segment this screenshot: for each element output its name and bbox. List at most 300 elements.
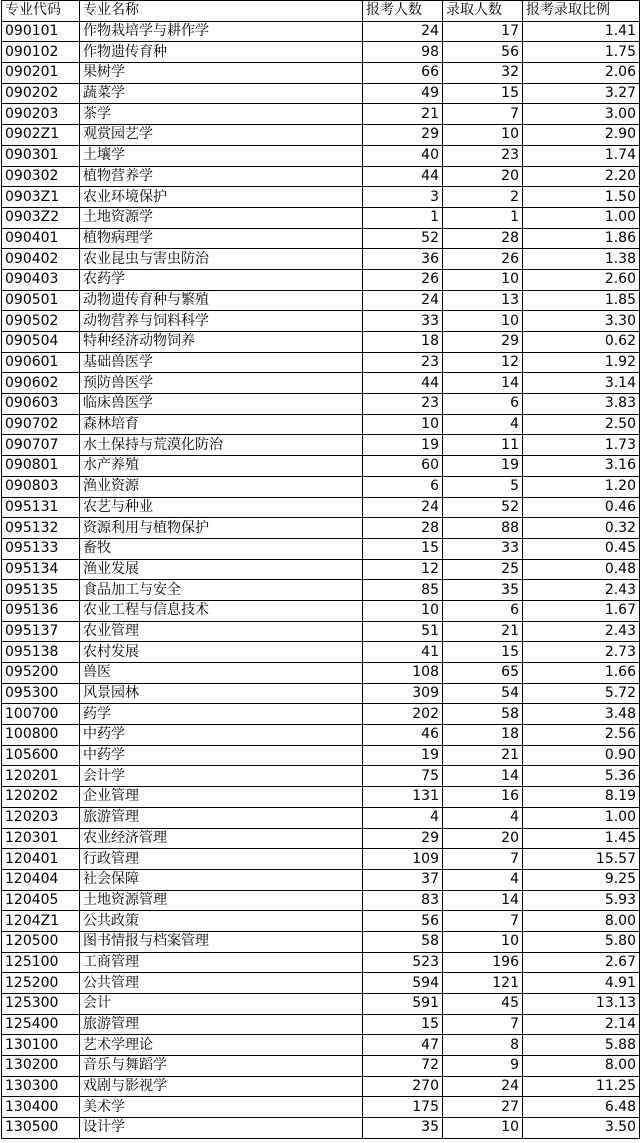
cell-applicants: 15 xyxy=(363,1014,443,1035)
cell-applicants: 24 xyxy=(363,21,443,42)
cell-applicants: 26 xyxy=(363,269,443,290)
cell-admitted: 9 xyxy=(443,1056,523,1077)
cell-applicants: 24 xyxy=(363,290,443,311)
cell-ratio: 1.85 xyxy=(523,290,640,311)
cell-major-code: 090504 xyxy=(2,332,80,353)
table-row xyxy=(2,1014,640,1035)
cell-major-name: 土地资源管理 xyxy=(80,890,363,911)
cell-applicants: 37 xyxy=(363,869,443,890)
cell-major-name: 农业经济管理 xyxy=(80,828,363,849)
cell-admitted: 1 xyxy=(443,207,523,228)
cell-major-name: 作物遗传育种 xyxy=(80,42,363,63)
cell-major-code: 120500 xyxy=(2,931,80,952)
table-row xyxy=(2,600,640,621)
cell-major-name: 社会保障 xyxy=(80,869,363,890)
cell-major-code: 100800 xyxy=(2,725,80,746)
cell-admitted: 2 xyxy=(443,187,523,208)
cell-ratio: 1.00 xyxy=(523,807,640,828)
cell-major-code: 130300 xyxy=(2,1076,80,1097)
cell-ratio: 1.66 xyxy=(523,663,640,684)
cell-major-code: 095133 xyxy=(2,538,80,559)
cell-admitted: 54 xyxy=(443,683,523,704)
cell-admitted: 26 xyxy=(443,249,523,270)
cell-admitted: 7 xyxy=(443,104,523,125)
cell-admitted: 10 xyxy=(443,311,523,332)
cell-ratio: 3.16 xyxy=(523,456,640,477)
cell-admitted: 11 xyxy=(443,435,523,456)
cell-applicants: 6 xyxy=(363,476,443,497)
cell-major-name: 设计学 xyxy=(80,1118,363,1139)
cell-admitted: 65 xyxy=(443,663,523,684)
cell-ratio: 0.32 xyxy=(523,518,640,539)
cell-applicants: 19 xyxy=(363,745,443,766)
table-row xyxy=(2,414,640,435)
cell-ratio: 1.92 xyxy=(523,352,640,373)
cell-applicants: 18 xyxy=(363,332,443,353)
cell-ratio: 11.25 xyxy=(523,1076,640,1097)
cell-ratio: 3.14 xyxy=(523,373,640,394)
cell-ratio: 2.90 xyxy=(523,125,640,146)
table-row xyxy=(2,890,640,911)
cell-major-name: 渔业资源 xyxy=(80,476,363,497)
cell-major-code: 125200 xyxy=(2,973,80,994)
cell-admitted: 25 xyxy=(443,559,523,580)
cell-admitted: 13 xyxy=(443,290,523,311)
cell-major-code: 0903Z2 xyxy=(2,207,80,228)
cell-major-code: 090601 xyxy=(2,352,80,373)
cell-ratio: 2.60 xyxy=(523,269,640,290)
cell-ratio: 1.45 xyxy=(523,828,640,849)
cell-ratio: 6.48 xyxy=(523,1097,640,1118)
cell-admitted: 88 xyxy=(443,518,523,539)
table-row xyxy=(2,435,640,456)
table-row xyxy=(2,228,640,249)
cell-ratio: 5.36 xyxy=(523,766,640,787)
cell-ratio: 2.56 xyxy=(523,725,640,746)
cell-major-name: 特种经济动物饲养 xyxy=(80,332,363,353)
cell-admitted: 52 xyxy=(443,497,523,518)
cell-major-code: 090302 xyxy=(2,166,80,187)
cell-ratio: 2.73 xyxy=(523,642,640,663)
cell-applicants: 49 xyxy=(363,83,443,104)
cell-major-name: 水产养殖 xyxy=(80,456,363,477)
cell-ratio: 13.13 xyxy=(523,994,640,1015)
cell-ratio: 0.48 xyxy=(523,559,640,580)
cell-admitted: 28 xyxy=(443,228,523,249)
cell-admitted: 12 xyxy=(443,352,523,373)
cell-major-name: 农药学 xyxy=(80,269,363,290)
cell-major-code: 120301 xyxy=(2,828,80,849)
cell-admitted: 21 xyxy=(443,745,523,766)
cell-ratio: 2.43 xyxy=(523,580,640,601)
cell-major-code: 130100 xyxy=(2,1035,80,1056)
cell-major-code: 120203 xyxy=(2,807,80,828)
cell-ratio: 3.30 xyxy=(523,311,640,332)
cell-ratio: 3.48 xyxy=(523,704,640,725)
cell-major-code: 090101 xyxy=(2,21,80,42)
cell-major-code: 105600 xyxy=(2,745,80,766)
cell-applicants: 98 xyxy=(363,42,443,63)
cell-applicants: 19 xyxy=(363,435,443,456)
cell-admitted: 6 xyxy=(443,394,523,415)
cell-admitted: 6 xyxy=(443,600,523,621)
cell-major-name: 农艺与种业 xyxy=(80,497,363,518)
cell-major-name: 农业昆虫与害虫防治 xyxy=(80,249,363,270)
cell-major-name: 行政管理 xyxy=(80,849,363,870)
table-body xyxy=(2,21,640,1138)
cell-major-code: 100700 xyxy=(2,704,80,725)
cell-applicants: 44 xyxy=(363,166,443,187)
cell-applicants: 175 xyxy=(363,1097,443,1118)
table-row xyxy=(2,973,640,994)
cell-major-code: 130500 xyxy=(2,1118,80,1139)
cell-major-name: 渔业发展 xyxy=(80,559,363,580)
cell-applicants: 23 xyxy=(363,394,443,415)
cell-ratio: 1.50 xyxy=(523,187,640,208)
cell-admitted: 14 xyxy=(443,890,523,911)
cell-applicants: 309 xyxy=(363,683,443,704)
table-row xyxy=(2,1076,640,1097)
table-row xyxy=(2,125,640,146)
cell-applicants: 15 xyxy=(363,538,443,559)
cell-major-name: 农业管理 xyxy=(80,621,363,642)
cell-major-code: 095134 xyxy=(2,559,80,580)
cell-major-code: 120404 xyxy=(2,869,80,890)
cell-ratio: 3.50 xyxy=(523,1118,640,1139)
cell-ratio: 2.20 xyxy=(523,166,640,187)
table-row xyxy=(2,911,640,932)
admission-table xyxy=(1,0,640,1139)
cell-admitted: 7 xyxy=(443,1014,523,1035)
cell-major-name: 森林培育 xyxy=(80,414,363,435)
cell-ratio: 1.00 xyxy=(523,207,640,228)
cell-major-name: 艺术学理论 xyxy=(80,1035,363,1056)
cell-major-code: 090502 xyxy=(2,311,80,332)
cell-admitted: 10 xyxy=(443,931,523,952)
cell-major-name: 旅游管理 xyxy=(80,807,363,828)
cell-major-code: 120401 xyxy=(2,849,80,870)
cell-major-code: 095138 xyxy=(2,642,80,663)
cell-applicants: 270 xyxy=(363,1076,443,1097)
table-row xyxy=(2,787,640,808)
table-row xyxy=(2,456,640,477)
cell-admitted: 15 xyxy=(443,642,523,663)
table-row xyxy=(2,373,640,394)
cell-admitted: 7 xyxy=(443,911,523,932)
cell-applicants: 109 xyxy=(363,849,443,870)
cell-major-name: 植物营养学 xyxy=(80,166,363,187)
cell-major-code: 0903Z1 xyxy=(2,187,80,208)
cell-admitted: 24 xyxy=(443,1076,523,1097)
cell-ratio: 2.06 xyxy=(523,63,640,84)
cell-admitted: 5 xyxy=(443,476,523,497)
table-row xyxy=(2,332,640,353)
cell-admitted: 4 xyxy=(443,869,523,890)
table-row xyxy=(2,642,640,663)
cell-ratio: 1.73 xyxy=(523,435,640,456)
cell-major-name: 会计 xyxy=(80,994,363,1015)
table-row xyxy=(2,166,640,187)
cell-major-code: 090401 xyxy=(2,228,80,249)
cell-admitted: 27 xyxy=(443,1097,523,1118)
table-row xyxy=(2,207,640,228)
cell-applicants: 44 xyxy=(363,373,443,394)
cell-applicants: 75 xyxy=(363,766,443,787)
cell-admitted: 10 xyxy=(443,125,523,146)
cell-major-name: 茶学 xyxy=(80,104,363,125)
table-row xyxy=(2,1118,640,1139)
cell-admitted: 33 xyxy=(443,538,523,559)
cell-applicants: 52 xyxy=(363,228,443,249)
cell-ratio: 1.20 xyxy=(523,476,640,497)
cell-applicants: 10 xyxy=(363,600,443,621)
table-row xyxy=(2,704,640,725)
cell-ratio: 8.00 xyxy=(523,1056,640,1077)
cell-major-code: 095137 xyxy=(2,621,80,642)
cell-admitted: 45 xyxy=(443,994,523,1015)
cell-major-name: 企业管理 xyxy=(80,787,363,808)
cell-major-name: 植物病理学 xyxy=(80,228,363,249)
cell-major-name: 中药学 xyxy=(80,725,363,746)
table-row xyxy=(2,352,640,373)
cell-major-name: 风景园林 xyxy=(80,683,363,704)
cell-major-code: 1204Z1 xyxy=(2,911,80,932)
cell-major-code: 125100 xyxy=(2,952,80,973)
cell-applicants: 29 xyxy=(363,828,443,849)
cell-applicants: 108 xyxy=(363,663,443,684)
table-row xyxy=(2,249,640,270)
cell-applicants: 21 xyxy=(363,104,443,125)
cell-admitted: 17 xyxy=(443,21,523,42)
cell-applicants: 40 xyxy=(363,145,443,166)
cell-applicants: 36 xyxy=(363,249,443,270)
cell-ratio: 3.27 xyxy=(523,83,640,104)
cell-applicants: 83 xyxy=(363,890,443,911)
cell-ratio: 3.00 xyxy=(523,104,640,125)
cell-admitted: 4 xyxy=(443,807,523,828)
cell-major-name: 资源利用与植物保护 xyxy=(80,518,363,539)
cell-major-code: 090702 xyxy=(2,414,80,435)
cell-applicants: 23 xyxy=(363,352,443,373)
cell-ratio: 1.74 xyxy=(523,145,640,166)
cell-applicants: 51 xyxy=(363,621,443,642)
table-row xyxy=(2,145,640,166)
cell-major-name: 公共管理 xyxy=(80,973,363,994)
cell-admitted: 121 xyxy=(443,973,523,994)
cell-major-name: 果树学 xyxy=(80,63,363,84)
cell-major-name: 工商管理 xyxy=(80,952,363,973)
header-major-name: 专业名称 xyxy=(80,1,363,22)
cell-admitted: 58 xyxy=(443,704,523,725)
cell-applicants: 202 xyxy=(363,704,443,725)
cell-major-name: 旅游管理 xyxy=(80,1014,363,1035)
cell-major-name: 蔬菜学 xyxy=(80,83,363,104)
table-row xyxy=(2,538,640,559)
cell-admitted: 8 xyxy=(443,1035,523,1056)
cell-major-code: 090402 xyxy=(2,249,80,270)
cell-admitted: 20 xyxy=(443,166,523,187)
table-row xyxy=(2,83,640,104)
cell-major-name: 中药学 xyxy=(80,745,363,766)
cell-major-code: 090102 xyxy=(2,42,80,63)
cell-major-code: 125300 xyxy=(2,994,80,1015)
cell-admitted: 19 xyxy=(443,456,523,477)
cell-applicants: 35 xyxy=(363,1118,443,1139)
header-applicants: 报考人数 xyxy=(363,1,443,22)
cell-admitted: 10 xyxy=(443,1118,523,1139)
table-row xyxy=(2,725,640,746)
table-row xyxy=(2,766,640,787)
cell-major-name: 图书情报与档案管理 xyxy=(80,931,363,952)
cell-major-name: 观赏园艺学 xyxy=(80,125,363,146)
cell-ratio: 8.00 xyxy=(523,911,640,932)
cell-major-code: 130200 xyxy=(2,1056,80,1077)
header-admitted: 录取人数 xyxy=(443,1,523,22)
cell-ratio: 9.25 xyxy=(523,869,640,890)
cell-admitted: 196 xyxy=(443,952,523,973)
cell-major-name: 会计学 xyxy=(80,766,363,787)
cell-ratio: 0.90 xyxy=(523,745,640,766)
cell-applicants: 60 xyxy=(363,456,443,477)
table-row xyxy=(2,497,640,518)
table-row xyxy=(2,828,640,849)
cell-major-code: 125400 xyxy=(2,1014,80,1035)
cell-major-code: 090803 xyxy=(2,476,80,497)
cell-ratio: 5.88 xyxy=(523,1035,640,1056)
cell-applicants: 4 xyxy=(363,807,443,828)
cell-major-code: 120405 xyxy=(2,890,80,911)
table-row xyxy=(2,559,640,580)
cell-major-name: 公共政策 xyxy=(80,911,363,932)
table-row xyxy=(2,745,640,766)
cell-major-name: 动物营养与饲料科学 xyxy=(80,311,363,332)
cell-major-name: 农业环境保护 xyxy=(80,187,363,208)
cell-major-name: 美术学 xyxy=(80,1097,363,1118)
cell-applicants: 24 xyxy=(363,497,443,518)
cell-applicants: 58 xyxy=(363,931,443,952)
table-row xyxy=(2,621,640,642)
cell-ratio: 5.72 xyxy=(523,683,640,704)
cell-admitted: 56 xyxy=(443,42,523,63)
cell-major-name: 音乐与舞蹈学 xyxy=(80,1056,363,1077)
cell-major-name: 基础兽医学 xyxy=(80,352,363,373)
cell-major-code: 095135 xyxy=(2,580,80,601)
table-row xyxy=(2,683,640,704)
cell-applicants: 46 xyxy=(363,725,443,746)
cell-major-code: 090501 xyxy=(2,290,80,311)
cell-ratio: 1.86 xyxy=(523,228,640,249)
table-row xyxy=(2,952,640,973)
cell-major-code: 090201 xyxy=(2,63,80,84)
cell-ratio: 5.93 xyxy=(523,890,640,911)
cell-major-code: 090301 xyxy=(2,145,80,166)
cell-admitted: 15 xyxy=(443,83,523,104)
table-row xyxy=(2,104,640,125)
cell-ratio: 4.91 xyxy=(523,973,640,994)
cell-major-name: 临床兽医学 xyxy=(80,394,363,415)
cell-applicants: 10 xyxy=(363,414,443,435)
cell-major-code: 120201 xyxy=(2,766,80,787)
table-row xyxy=(2,187,640,208)
cell-applicants: 85 xyxy=(363,580,443,601)
cell-admitted: 35 xyxy=(443,580,523,601)
header-major-code: 专业代码 xyxy=(2,1,80,22)
table-row xyxy=(2,311,640,332)
header-row xyxy=(2,1,640,22)
cell-major-name: 作物栽培学与耕作学 xyxy=(80,21,363,42)
cell-ratio: 15.57 xyxy=(523,849,640,870)
cell-applicants: 66 xyxy=(363,63,443,84)
cell-ratio: 8.19 xyxy=(523,787,640,808)
cell-major-code: 095136 xyxy=(2,600,80,621)
cell-ratio: 2.43 xyxy=(523,621,640,642)
cell-ratio: 0.45 xyxy=(523,538,640,559)
cell-applicants: 33 xyxy=(363,311,443,332)
table-row xyxy=(2,42,640,63)
cell-major-code: 090203 xyxy=(2,104,80,125)
table-row xyxy=(2,580,640,601)
cell-major-name: 兽医 xyxy=(80,663,363,684)
cell-applicants: 1 xyxy=(363,207,443,228)
table-row xyxy=(2,394,640,415)
cell-admitted: 14 xyxy=(443,373,523,394)
table-row xyxy=(2,869,640,890)
cell-applicants: 72 xyxy=(363,1056,443,1077)
cell-major-code: 090707 xyxy=(2,435,80,456)
cell-major-code: 0902Z1 xyxy=(2,125,80,146)
cell-admitted: 21 xyxy=(443,621,523,642)
cell-ratio: 1.67 xyxy=(523,600,640,621)
table-row xyxy=(2,663,640,684)
cell-major-code: 120202 xyxy=(2,787,80,808)
cell-major-name: 戏剧与影视学 xyxy=(80,1076,363,1097)
cell-applicants: 131 xyxy=(363,787,443,808)
table-row xyxy=(2,807,640,828)
cell-major-name: 食品加工与安全 xyxy=(80,580,363,601)
cell-ratio: 2.50 xyxy=(523,414,640,435)
cell-ratio: 1.41 xyxy=(523,21,640,42)
table-row xyxy=(2,1056,640,1077)
cell-major-code: 090202 xyxy=(2,83,80,104)
cell-major-code: 095300 xyxy=(2,683,80,704)
cell-ratio: 1.38 xyxy=(523,249,640,270)
cell-admitted: 23 xyxy=(443,145,523,166)
cell-major-code: 130400 xyxy=(2,1097,80,1118)
cell-major-code: 090603 xyxy=(2,394,80,415)
cell-major-name: 水土保持与荒漠化防治 xyxy=(80,435,363,456)
cell-admitted: 14 xyxy=(443,766,523,787)
cell-major-code: 090403 xyxy=(2,269,80,290)
cell-ratio: 5.80 xyxy=(523,931,640,952)
cell-ratio: 0.62 xyxy=(523,332,640,353)
table-row xyxy=(2,518,640,539)
cell-major-name: 土地资源学 xyxy=(80,207,363,228)
cell-applicants: 47 xyxy=(363,1035,443,1056)
cell-applicants: 591 xyxy=(363,994,443,1015)
cell-ratio: 2.14 xyxy=(523,1014,640,1035)
cell-admitted: 16 xyxy=(443,787,523,808)
table-row xyxy=(2,476,640,497)
cell-ratio: 2.67 xyxy=(523,952,640,973)
cell-major-code: 090602 xyxy=(2,373,80,394)
cell-admitted: 7 xyxy=(443,849,523,870)
cell-major-name: 预防兽医学 xyxy=(80,373,363,394)
cell-admitted: 10 xyxy=(443,269,523,290)
cell-applicants: 3 xyxy=(363,187,443,208)
table-row xyxy=(2,1035,640,1056)
table-row xyxy=(2,21,640,42)
cell-major-name: 畜牧 xyxy=(80,538,363,559)
